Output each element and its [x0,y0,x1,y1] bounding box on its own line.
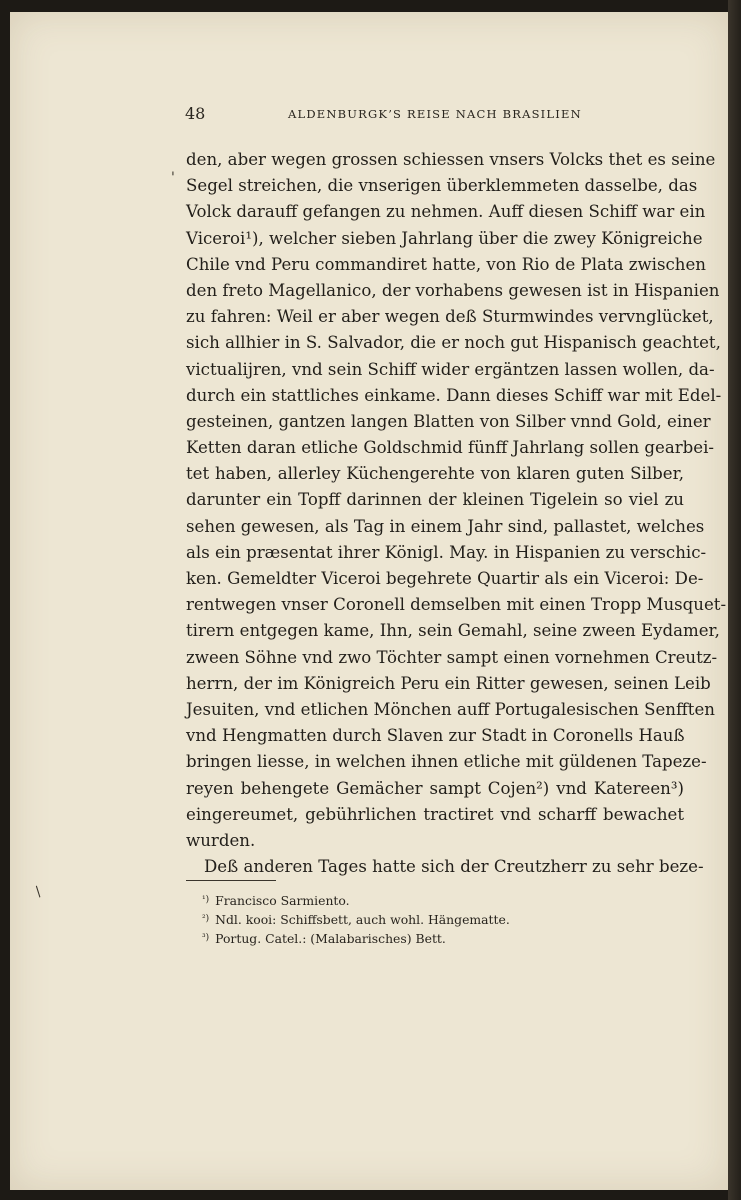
text-line: durch ein stattliches einkame. Dann dieses Schiff war mit Edel- [186,385,722,405]
text-line: eingereumet, gebührlichen tractiret vnd scharff bewachet [186,804,684,824]
text-line: gesteinen, gantzen langen Blatten von Silber vnnd Gold, einer [186,411,711,431]
text-line: ken. Gemeldter Viceroi begehrete Quartir als ein Viceroi: De- [186,569,704,588]
footnote-mark: ²) [202,914,210,924]
footnote [202,929,662,948]
text-line: reyen behengete Gemächer sampt Cojen²) vnd Katereen³) [186,778,684,798]
text-line: tet haben, allerley Küchengerehte von klaren guten Silber, [186,464,684,484]
text-line: rentwegen vnser Coronell demselben mit einen Tropp Musquet- [186,595,727,615]
text-line: Viceroi¹), welcher sieben Jahrlang über die zwey Königreiche [186,228,703,248]
margin-mark: ' [171,170,175,186]
footnote [202,891,662,910]
footnote [202,910,662,929]
text-line: sehen gewesen, als Tag in einem Jahr sind, pallastet, welches [186,516,705,536]
text-line: Ketten daran etliche Goldschmid fünff Jahrlang sollen gearbei- [186,438,715,458]
page-edge [728,0,741,1200]
footnote-text: Francisco Sarmiento. [215,893,350,908]
text-line: herrn, der im Königreich Peru ein Ritter gewesen, seinen Leib [186,673,711,693]
text-line: bringen liesse, in welchen ihnen etliche mit güldenen Tapeze- [186,752,707,772]
footnotes [202,891,662,948]
footnote-mark: ¹) [202,895,210,905]
text-line: Deß anderen Tages hatte sich der Creutzherr zu sehr beze- [204,857,704,877]
pencil-mark: / [31,884,45,900]
text-line: darunter ein Topff darinnen der kleinen Tigelein so viel zu [186,490,684,510]
text-line: zween Söhne vnd zwo Töchter sampt einen vornehmen Creutz- [186,647,718,667]
text-line: Volck darauff gefangen zu nehmen. Auff diesen Schiff war ein [186,202,706,222]
text-line: Chile vnd Peru commandiret hatte, von Rio de Plata zwischen [186,254,706,274]
text-line: den freto Magellanico, der vorhabens gewesen ist in Hispanien [186,280,720,300]
footnote-rule [186,880,276,881]
text-line: Segel streichen, die vnserigen überklemmeten dasselbe, das [186,176,698,196]
text-line: tirern entgegen kame, Ihn, sein Gemahl, seine zween Eydamer, [186,621,720,641]
body-text [186,147,727,880]
page-number: 48 [185,104,206,123]
footnote-mark: ³) [202,933,210,943]
running-title: ALDENBURGK’S REISE NACH BRASILIEN [288,107,582,121]
text-line: zu fahren: Weil er aber wegen deß Sturmwindes vervnglücket, [186,307,714,327]
text-line: victualijren, vnd sein Schiff wider ergäntzen lassen wollen, da- [186,359,715,379]
text-line: sich allhier in S. Salvador, die er noch gut Hispanisch geachtet, [186,333,721,353]
footnote-text: Ndl. kooi: Schiffsbett, auch wohl. Hängematte. [215,912,510,927]
text-line: wurden. [186,830,256,850]
footnote-text: Portug. Catel.: (Malabarisches) Bett. [215,931,446,946]
page-header [185,104,685,126]
text-line: Jesuiten, vnd etlichen Mönchen auff Portugalesischen Senfften [186,699,715,719]
text-line: den, aber wegen grossen schiessen vnsers Volcks thet es seine [186,150,716,169]
text-line: vnd Hengmatten durch Slaven zur Stadt in Coronells Hauß [186,726,685,746]
text-line: als ein præsentat ihrer Königl. May. in Hispanien zu verschic- [186,542,707,562]
